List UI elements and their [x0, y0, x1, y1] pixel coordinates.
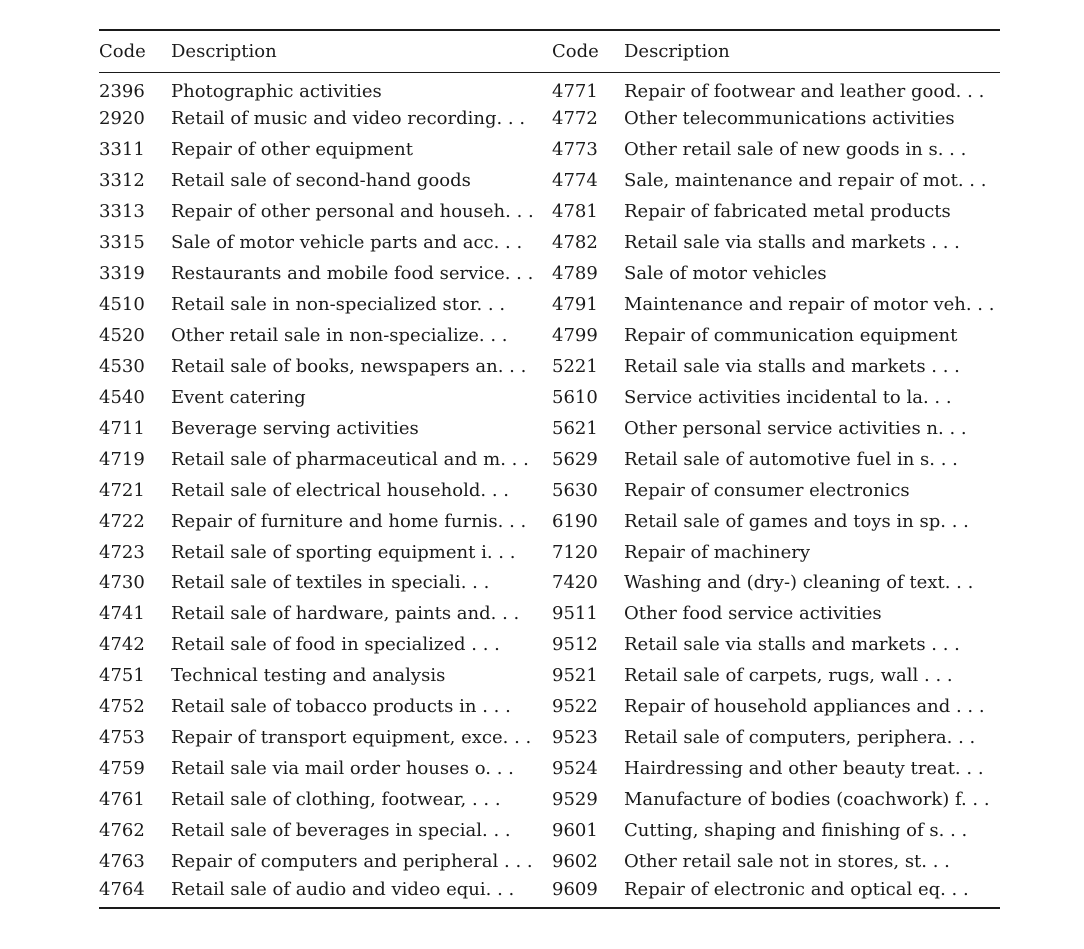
description-left-cell: Retail sale of sporting equipment i. . . — [171, 541, 516, 563]
description-right-cell: Service activities incidental to la. . . — [624, 386, 952, 408]
description-left-cell: Retail sale of audio and video equi. . . — [171, 879, 515, 901]
table-row — [99, 165, 1000, 196]
description-left-cell: Repair of other equipment — [171, 139, 413, 161]
table-row — [99, 722, 1000, 753]
code-right-cell: 9522 — [552, 696, 598, 718]
code-right-cell: 4791 — [552, 294, 598, 316]
code-right-cell: 4799 — [552, 324, 598, 346]
description-right-cell: Cutting, shaping and finishing of s. . . — [624, 819, 968, 841]
description-right-cell: Manufacture of bodies (coachwork) f. . . — [624, 789, 990, 811]
table-body — [99, 73, 1000, 908]
table-row — [99, 351, 1000, 382]
description-left-cell: Retail sale of clothing, footwear, . . . — [171, 789, 501, 811]
code-left-cell: 4719 — [99, 448, 145, 470]
code-left-cell: 4762 — [99, 819, 145, 841]
code-right-cell: 5221 — [552, 355, 598, 377]
code-table-container — [99, 29, 1000, 909]
code-right-cell: 5629 — [552, 448, 598, 470]
code-left-cell: 4730 — [99, 572, 145, 594]
code-right-cell: 4789 — [552, 263, 598, 285]
header-row — [99, 30, 1000, 73]
table-row — [99, 134, 1000, 165]
description-left-cell: Repair of furniture and home furnis. . . — [171, 510, 527, 532]
description-right-cell: Other retail sale not in stores, st. . . — [624, 850, 950, 872]
table-row — [99, 537, 1000, 568]
table-row — [99, 289, 1000, 320]
description-left-cell: Retail sale of books, newspapers an. . . — [171, 355, 527, 377]
table-row — [99, 815, 1000, 846]
header-description-right: Description — [624, 41, 730, 62]
code-right-cell: 5621 — [552, 417, 598, 439]
table-row — [99, 382, 1000, 413]
description-right-cell: Sale of motor vehicles — [624, 263, 827, 285]
code-right-cell: 5610 — [552, 386, 598, 408]
code-right-cell: 9524 — [552, 758, 598, 780]
table-row — [99, 73, 1000, 104]
description-left-cell: Event catering — [171, 386, 306, 408]
description-left-cell: Technical testing and analysis — [171, 665, 446, 687]
code-left-cell: 4752 — [99, 696, 145, 718]
code-right-cell: 9529 — [552, 789, 598, 811]
description-right-cell: Retail sale of games and toys in sp. . . — [624, 510, 969, 532]
table-row — [99, 506, 1000, 537]
description-right-cell: Retail sale via stalls and markets . . . — [624, 355, 960, 377]
description-left-cell: Retail of music and video recording. . . — [171, 108, 526, 130]
code-left-cell: 4520 — [99, 324, 145, 346]
table-row — [99, 444, 1000, 475]
table-row — [99, 784, 1000, 815]
description-left-cell: Photographic activities — [171, 80, 382, 102]
code-right-cell: 7420 — [552, 572, 598, 594]
description-left-cell: Repair of transport equipment, exce. . . — [171, 727, 532, 749]
description-left-cell: Beverage serving activities — [171, 417, 419, 439]
code-left-cell: 2920 — [99, 108, 145, 130]
code-right-cell: 9523 — [552, 727, 598, 749]
table-row — [99, 258, 1000, 289]
code-left-cell: 4751 — [99, 665, 145, 687]
code-left-cell: 4753 — [99, 727, 145, 749]
code-left-cell: 4530 — [99, 355, 145, 377]
code-left-cell: 4723 — [99, 541, 145, 563]
code-left-cell: 4759 — [99, 758, 145, 780]
code-left-cell: 4711 — [99, 417, 145, 439]
table-row — [99, 691, 1000, 722]
description-right-cell: Repair of communication equipment — [624, 324, 958, 346]
description-left-cell: Retail sale of electrical household. . . — [171, 479, 509, 501]
description-right-cell: Repair of footwear and leather good. . . — [624, 80, 985, 102]
description-right-cell: Other food service activities — [624, 603, 882, 625]
description-right-cell: Repair of fabricated metal products — [624, 201, 951, 223]
code-left-cell: 4540 — [99, 386, 145, 408]
code-left-cell: 4741 — [99, 603, 145, 625]
description-right-cell: Retail sale via stalls and markets . . . — [624, 634, 960, 656]
table-row — [99, 413, 1000, 444]
code-right-cell: 9601 — [552, 819, 598, 841]
code-left-cell: 3313 — [99, 201, 145, 223]
table-row — [99, 629, 1000, 660]
code-left-cell: 4742 — [99, 634, 145, 656]
table-header — [99, 30, 1000, 73]
description-left-cell: Retail sale of second-hand goods — [171, 170, 471, 192]
table-row — [99, 846, 1000, 877]
description-left-cell: Retail sale of food in specialized . . . — [171, 634, 500, 656]
header-code-left: Code — [99, 41, 146, 62]
table-row — [99, 103, 1000, 134]
code-right-cell: 7120 — [552, 541, 598, 563]
description-left-cell: Retail sale of tobacco products in . . . — [171, 696, 511, 718]
code-right-cell: 9511 — [552, 603, 598, 625]
code-right-cell: 4774 — [552, 170, 598, 192]
description-right-cell: Repair of machinery — [624, 541, 811, 563]
code-left-cell: 4763 — [99, 850, 145, 872]
description-left-cell: Retail sale in non-specialized stor. . . — [171, 294, 506, 316]
table-row — [99, 320, 1000, 351]
description-right-cell: Repair of household appliances and . . . — [624, 696, 985, 718]
code-left-cell: 3312 — [99, 170, 145, 192]
description-right-cell: Retail sale of carpets, rugs, wall . . . — [624, 665, 953, 687]
header-code-right: Code — [552, 41, 599, 62]
code-left-cell: 3315 — [99, 232, 145, 254]
description-left-cell: Sale of motor vehicle parts and acc. . . — [171, 232, 523, 254]
description-left-cell: Repair of computers and peripheral . . . — [171, 850, 533, 872]
description-left-cell: Repair of other personal and househ. . . — [171, 201, 534, 223]
code-right-cell: 4781 — [552, 201, 598, 223]
table-row — [99, 877, 1000, 908]
code-left-cell: 3311 — [99, 139, 145, 161]
table-row — [99, 227, 1000, 258]
code-right-cell: 9609 — [552, 879, 598, 901]
description-right-cell: Retail sale of automotive fuel in s. . . — [624, 448, 958, 470]
header-description-left: Description — [171, 41, 277, 62]
description-right-cell: Hairdressing and other beauty treat. . . — [624, 758, 984, 780]
code-left-cell: 4761 — [99, 789, 145, 811]
description-left-cell: Retail sale via mail order houses o. . . — [171, 758, 514, 780]
code-right-cell: 4771 — [552, 80, 598, 102]
description-right-cell: Repair of consumer electronics — [624, 479, 910, 501]
description-right-cell: Other retail sale of new goods in s. . . — [624, 139, 967, 161]
description-right-cell: Sale, maintenance and repair of mot. . . — [624, 170, 987, 192]
code-right-cell: 4773 — [552, 139, 598, 161]
code-left-cell: 4510 — [99, 294, 145, 316]
description-left-cell: Other retail sale in non-specialize. . . — [171, 324, 508, 346]
table-row — [99, 568, 1000, 599]
description-right-cell: Other personal service activities n. . . — [624, 417, 967, 439]
description-right-cell: Washing and (dry-) cleaning of text. . . — [624, 572, 974, 594]
description-left-cell: Restaurants and mobile food service. . . — [171, 263, 534, 285]
table-row — [99, 753, 1000, 784]
code-left-cell: 4764 — [99, 879, 145, 901]
code-left-cell: 4722 — [99, 510, 145, 532]
code-right-cell: 4772 — [552, 108, 598, 130]
table-row — [99, 475, 1000, 506]
code-left-cell: 2396 — [99, 80, 145, 102]
code-right-cell: 9602 — [552, 850, 598, 872]
table-row — [99, 196, 1000, 227]
code-description-table — [99, 29, 1000, 909]
description-right-cell: Retail sale of computers, periphera. . . — [624, 727, 976, 749]
code-right-cell: 6190 — [552, 510, 598, 532]
description-right-cell: Maintenance and repair of motor veh. . . — [624, 294, 995, 316]
description-right-cell: Other telecommunications activities — [624, 108, 955, 130]
table-row — [99, 660, 1000, 691]
code-right-cell: 9521 — [552, 665, 598, 687]
description-right-cell: Repair of electronic and optical eq. . . — [624, 879, 969, 901]
description-left-cell: Retail sale of textiles in speciali. . . — [171, 572, 490, 594]
description-left-cell: Retail sale of pharmaceutical and m. . . — [171, 448, 529, 470]
description-right-cell: Retail sale via stalls and markets . . . — [624, 232, 960, 254]
table-row — [99, 598, 1000, 629]
code-right-cell: 4782 — [552, 232, 598, 254]
description-left-cell: Retail sale of hardware, paints and. . . — [171, 603, 520, 625]
description-left-cell: Retail sale of beverages in special. . . — [171, 819, 511, 841]
code-right-cell: 5630 — [552, 479, 598, 501]
code-right-cell: 9512 — [552, 634, 598, 656]
code-left-cell: 3319 — [99, 263, 145, 285]
code-left-cell: 4721 — [99, 479, 145, 501]
